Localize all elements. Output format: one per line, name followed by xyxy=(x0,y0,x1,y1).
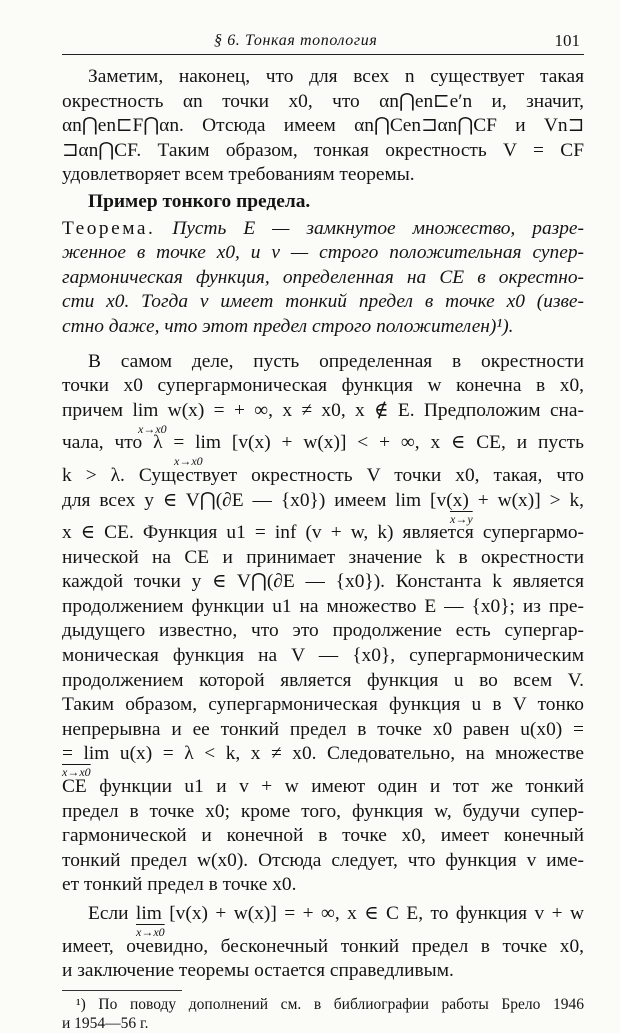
conclusion-paragraph xyxy=(62,902,584,984)
text-line xyxy=(62,742,584,780)
text-line xyxy=(62,902,584,939)
text-line xyxy=(62,399,584,436)
theorem-paragraph xyxy=(62,217,584,340)
formula-line: чала, что λ = lim [v(x) + w(x)] < + ∞, x ∈ CE, и пусть xyxy=(62,432,584,454)
text-line: тонкий предел w(x0). Отсюда следует, что функция v име- xyxy=(62,849,584,871)
theorem-text: Пусть E — замкнутое множество, разре- xyxy=(172,217,584,239)
footnote xyxy=(62,995,584,1033)
text-line: ет тонкий предел в точке x0. xyxy=(62,874,297,896)
footnote-line: и 1954—56 г. xyxy=(62,1014,149,1032)
text-line: сти x0. Тогда v имеет тонкий предел в точке x0 (изве- xyxy=(62,291,584,313)
text-line: удовлетворяет всем требованиям теоремы. xyxy=(62,164,415,186)
book-page xyxy=(62,28,584,1033)
theorem-label: Теорема. xyxy=(62,217,156,239)
footnote-line: ¹) По поводу дополнений см. в библиографии работы Брело 1946 xyxy=(76,995,584,1013)
text-line: и заключение теоремы остается справедливым. xyxy=(62,960,454,982)
body-text xyxy=(62,65,584,984)
page-number: 101 xyxy=(554,31,580,50)
text-line: Заметим, наконец, что для всех n существует такая xyxy=(88,66,584,87)
text-line: женное в точке x0, и v — строго положительная супер- xyxy=(62,242,584,264)
text-line xyxy=(62,489,584,526)
text-line: моническая функция на V — {x0}, супергармоническим xyxy=(62,645,584,667)
text-line: нической на CE и принимает значение k в окрестности xyxy=(62,546,584,568)
text-line: Таким образом, супергармоническая функция u в V тонко xyxy=(62,694,584,716)
text-line: каждой точки y ∈ V⋂(∂E — {x0}). Константа k является xyxy=(62,571,584,593)
limit-subscript-text: x→y xyxy=(450,511,473,526)
text-line: стно даже, что этот предел строго положителен)¹). xyxy=(62,315,514,337)
proof-paragraph xyxy=(62,350,584,898)
running-header xyxy=(62,28,584,55)
footnote-rule xyxy=(62,990,182,991)
formula-line: Если lim [v(x) + w(x)] = + ∞, x ∈ C E, то функция v + w xyxy=(88,903,584,924)
text-line: продолжением функции u1 на множество E — {x0}; из пре- xyxy=(62,595,584,617)
paragraph-1 xyxy=(62,65,584,188)
limit-subscript-text: x→x0 xyxy=(62,765,91,780)
formula-line: для всех y ∈ V⋂(∂E — {x0}) имеем lim [v(x) + w(x)] > k, xyxy=(62,489,584,511)
text-line: CE функции u1 и v + w имеют один и тот же тонкий xyxy=(62,776,584,798)
text-line: предел в точке x0; кроме того, функция w, будучи супер- xyxy=(62,800,584,822)
text-line: В самом деле, пусть определенная в окрестности xyxy=(88,350,584,372)
formula-line: причем lim w(x) = + ∞, x ≠ x0, x ∉ E. Предположим сна- xyxy=(62,399,584,421)
text-line: имеет, очевидно, бесконечный тонкий предел в точке x0, xyxy=(62,935,584,957)
limit-subscript-text: x→x0 xyxy=(136,925,165,939)
text-line: ⊐αn⋂CF. Таким образом, тонкая окрестность V = CF xyxy=(62,139,584,161)
text-line: x ∈ CE. Функция u1 = inf (v + w, k) является супергармо- xyxy=(62,522,584,544)
text-line: точки x0 супергармоническая функция w конечна в x0, xyxy=(62,375,584,397)
text-line: гармоническая функция, определенная на CE в окрестно- xyxy=(62,266,584,288)
text-line xyxy=(62,431,584,469)
text-line: дыдущего известно, что это продолжение есть супергар- xyxy=(62,620,584,642)
text-line: продолжением которой является функция u во всем V. xyxy=(62,669,584,691)
text-line: αn⋂en⊏F⋂αn. Отсюда имеем αn⋂Cen⊐αn⋂CF и Vn⊐ xyxy=(62,115,584,137)
formula-line: = lim u(x) = λ < k, x ≠ x0. Следовательно, на множестве xyxy=(62,743,584,765)
text-line: k > λ. Существует окрестность V точки x0, такая, что xyxy=(62,464,584,486)
limit-subscript-text: x→x0 xyxy=(138,421,167,436)
section-heading: Пример тонкого предела. xyxy=(88,190,311,212)
running-title: § 6. Тонкая топология xyxy=(214,32,378,49)
text-line: гармонической и конечной в точке x0, имеет конечный xyxy=(62,825,584,847)
limit-subscript-text: x→x0 xyxy=(174,454,203,469)
text-line: непрерывна и ее тонкий предел в точке x0 равен u(x0) = xyxy=(62,718,584,740)
text-line: окрестность αn точки x0, что αn⋂en⊏e′n и, значит, xyxy=(62,90,584,112)
text-line xyxy=(62,217,584,242)
